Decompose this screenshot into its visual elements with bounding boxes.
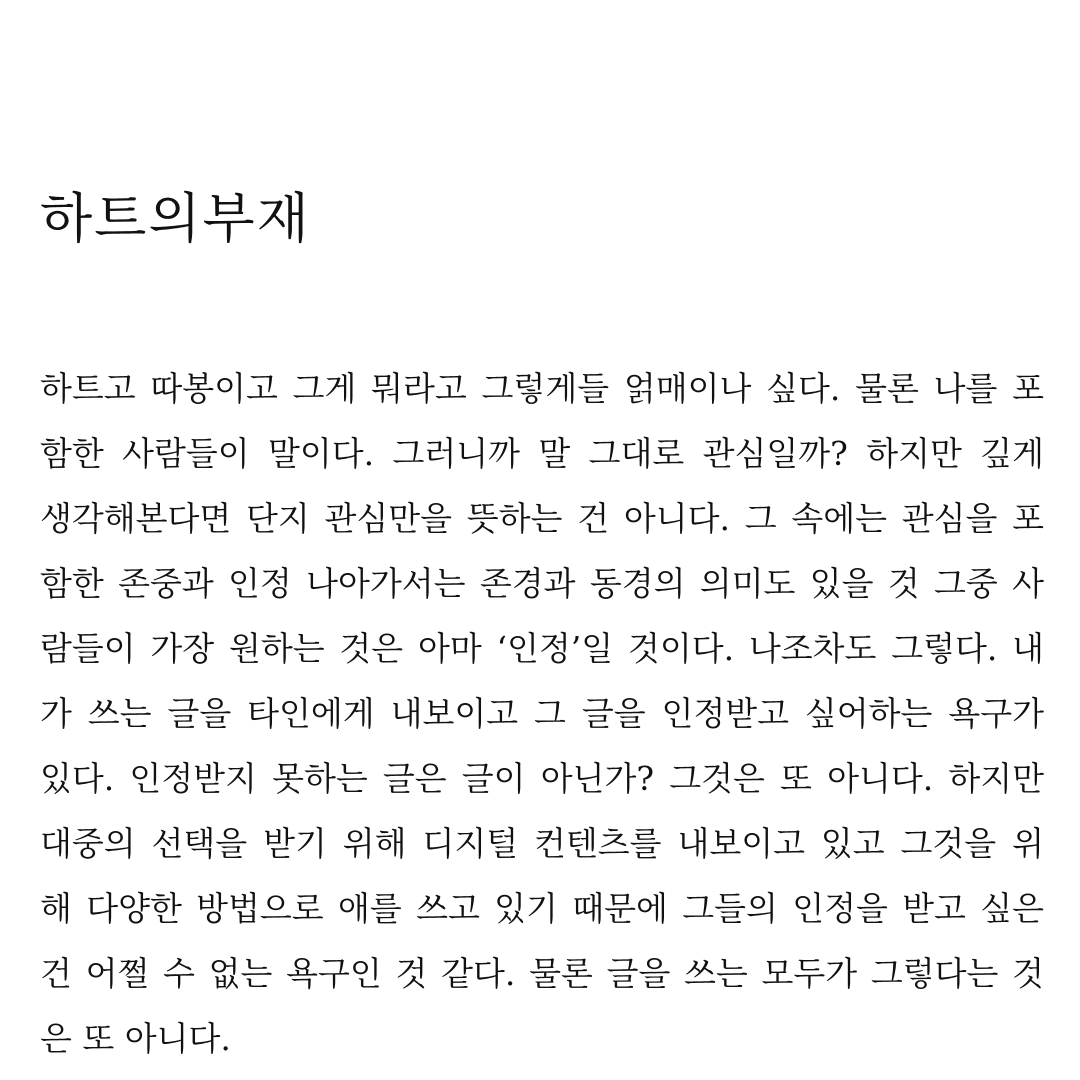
body-line-8: 대중의 선택을 받기 위해 디지털 컨텐츠를 내보이고 있고 그것을 위 bbox=[40, 824, 1044, 863]
body-line-11: 은 또 아니다. bbox=[40, 1019, 231, 1058]
page-title: 하트의부재 bbox=[40, 187, 311, 250]
body-line-5: 람들이 가장 원하는 것은 아마 ‘인정’일 것이다. 나조차도 그렇다. 내 bbox=[40, 629, 1044, 668]
body-line-1: 하트고 따봉이고 그게 뭐라고 그렇게들 얽매이나 싶다. 물론 나를 포 bbox=[40, 369, 1044, 408]
body-line-4: 함한 존중과 인정 나아가서는 존경과 동경의 의미도 있을 것 그중 사 bbox=[40, 564, 1044, 603]
article-body bbox=[40, 356, 1044, 1071]
body-line-10: 건 어쩔 수 없는 욕구인 것 같다. 물론 글을 쓰는 모두가 그렇다는 것 bbox=[40, 954, 1044, 993]
body-line-9: 해 다양한 방법으로 애를 쓰고 있기 때문에 그들의 인정을 받고 싶은 bbox=[40, 889, 1044, 928]
body-line-6: 가 쓰는 글을 타인에게 내보이고 그 글을 인정받고 싶어하는 욕구가 bbox=[40, 694, 1044, 733]
body-line-2: 함한 사람들이 말이다. 그러니까 말 그대로 관심일까? 하지만 깊게 bbox=[40, 434, 1044, 473]
body-line-7: 있다. 인정받지 못하는 글은 글이 아닌가? 그것은 또 아니다. 하지만 bbox=[40, 759, 1044, 798]
body-line-3: 생각해본다면 단지 관심만을 뜻하는 건 아니다. 그 속에는 관심을 포 bbox=[40, 499, 1044, 538]
